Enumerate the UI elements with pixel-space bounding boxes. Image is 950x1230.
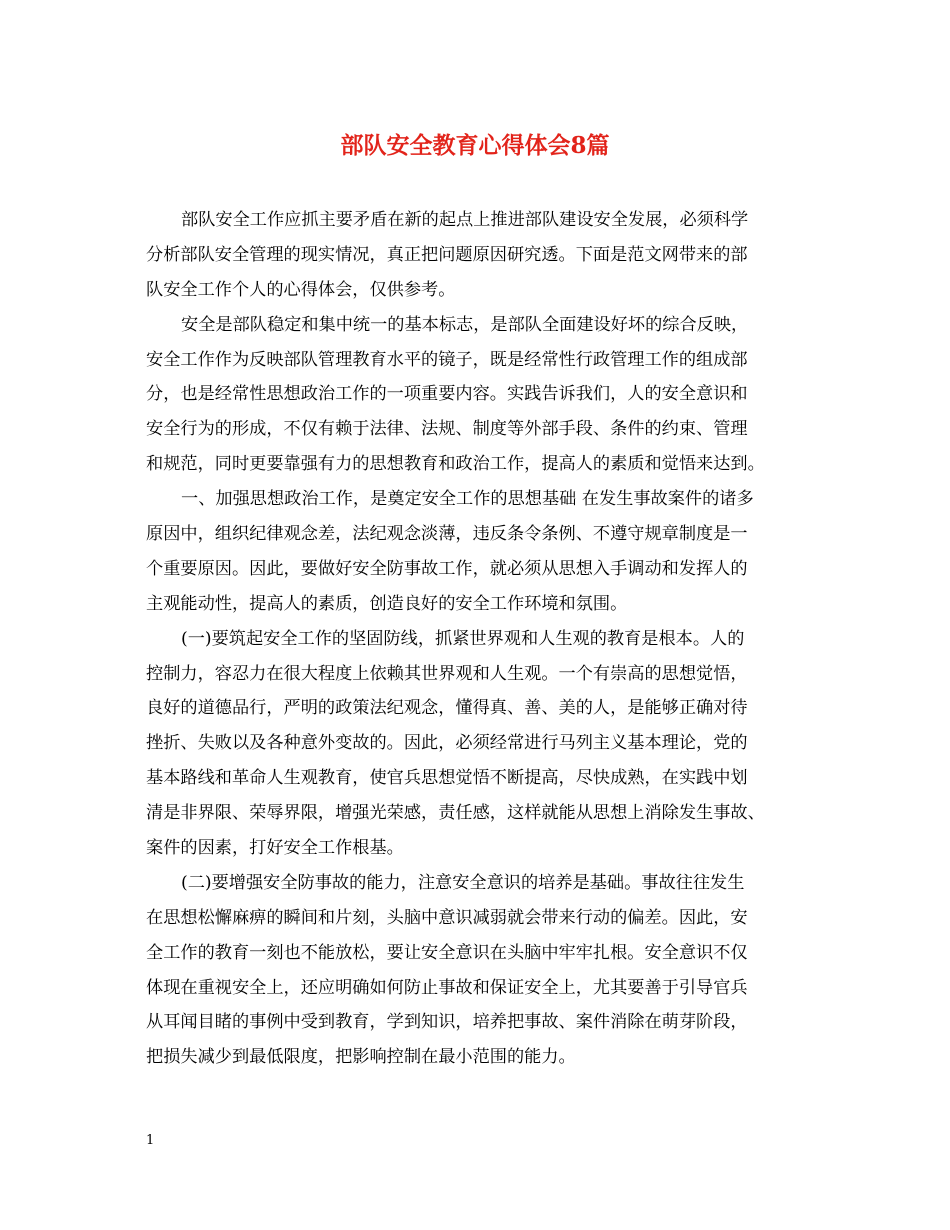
paragraph (146, 869, 836, 1078)
paragraph (146, 206, 836, 311)
text-line: 主观能动性，提高人的素质，创造良好的安全工作环境和氛围。 (146, 593, 628, 614)
text-line: 控制力，容忍力在很大程度上依赖其世界观和人生观。一个有崇高的思想觉悟， (146, 663, 748, 684)
text-line: 案件的因素，打好安全工作根基。 (146, 838, 404, 859)
text-line: 基本路线和革命人生观教育，使官兵思想觉悟不断提高，尽快成熟，在实践中划 (146, 768, 748, 789)
text-line: 队安全工作个人的心得体会，仅供参考。 (146, 279, 456, 300)
document-body (146, 206, 836, 1078)
text-line: 体现在重视安全上，还应明确如何防止事故和保证安全上，尤其要善于引导官兵 (146, 977, 748, 998)
text-line: 安全工作作为反映部队管理教育水平的镜子，既是经常性行政管理工作的组成部 (146, 349, 748, 370)
text-line: 分，也是经常性思想政治工作的一项重要内容。实践告诉我们，人的安全意识和 (146, 384, 748, 405)
text-line: 良好的道德品行，严明的政策法纪观念，懂得真、善、美的人，是能够正确对待 (146, 698, 748, 719)
text-line: 原因中，组织纪律观念差，法纪观念淡薄，违反条令条例、不遵守规章制度是一 (146, 524, 748, 545)
text-line: 和规范，同时更要靠强有力的思想教育和政治工作，提高人的素质和觉悟来达到。 (146, 454, 765, 475)
text-line: (二)要增强安全防事故的能力，注意安全意识的培养是基础。事故往往发生 (181, 872, 745, 893)
text-line: 在思想松懈麻痹的瞬间和片刻，头脑中意识减弱就会带来行动的偏差。因此，安 (146, 907, 748, 928)
text-line: 部队安全工作应抓主要矛盾在新的起点上推进部队建设安全发展，必须科学 (181, 210, 749, 230)
paragraph (146, 485, 836, 625)
text-line: 一、加强思想政治工作，是奠定安全工作的思想基础 在发生事故案件的诸多 (181, 489, 754, 510)
text-line: (一)要筑起安全工作的坚固防线，抓紧世界观和人生观的教育是根本。人的 (181, 628, 745, 649)
text-line: 分析部队安全管理的现实情况，真正把问题原因研究透。下面是范文网带来的部 (146, 244, 748, 265)
document-title: 部队安全教育心得体会8篇 (340, 132, 610, 159)
text-line: 清是非界限、荣辱界限，增强光荣感，责任感，这样就能从思想上消除发生事故、 (146, 803, 765, 824)
text-line: 个重要原因。因此，要做好安全防事故工作，就必须从思想入手调动和发挥人的 (146, 558, 748, 579)
text-line: 挫折、失败以及各种意外变故的。因此，必须经常进行马列主义基本理论，党的 (146, 733, 748, 754)
text-line: 全工作的教育一刻也不能放松，要让安全意识在头脑中牢牢扎根。安全意识不仅 (146, 942, 748, 963)
paragraph (146, 311, 836, 485)
text-line: 把损失减少到最低限度，把影响控制在最小范围的能力。 (146, 1047, 576, 1068)
paragraph (146, 625, 836, 869)
text-line: 安全行为的形成，不仅有赖于法律、法规、制度等外部手段、条件的约束、管理 (146, 419, 748, 440)
text-line: 安全是部队稳定和集中统一的基本标志，是部队全面建设好坏的综合反映， (181, 314, 749, 335)
text-line: 从耳闻目睹的事例中受到教育，学到知识，培养把事故、案件消除在萌芽阶段， (146, 1012, 748, 1033)
page-number: 1 (146, 1133, 155, 1148)
